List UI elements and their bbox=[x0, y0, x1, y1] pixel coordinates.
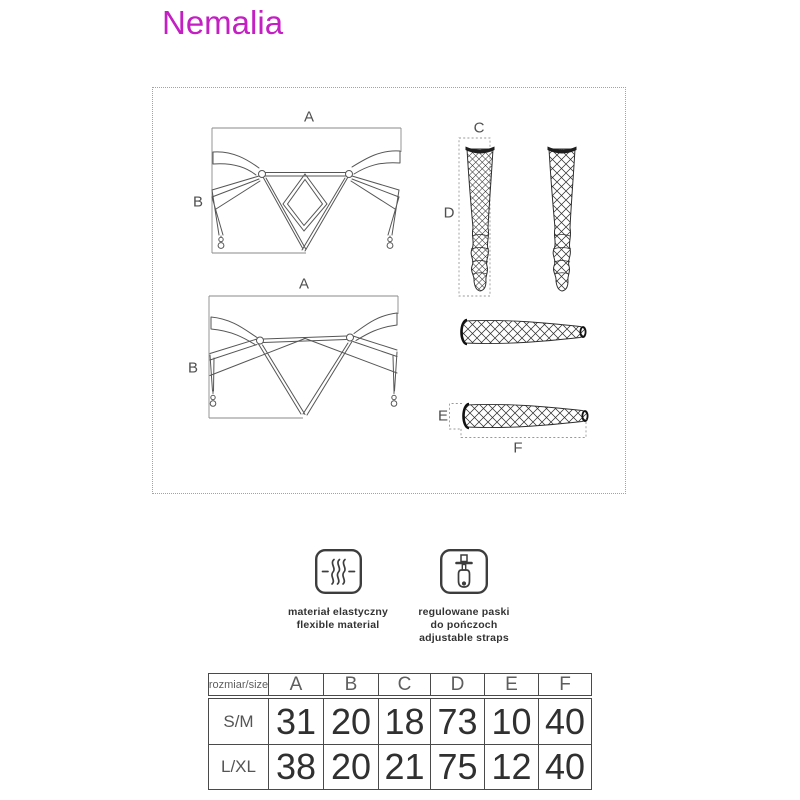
table-cell: 10 bbox=[484, 699, 538, 744]
table-cell: 40 bbox=[538, 744, 591, 789]
dim-label-front-width: A bbox=[298, 275, 310, 293]
row-label-sm: S/M bbox=[223, 711, 254, 731]
table-cell: 20 bbox=[323, 699, 378, 744]
adjustable-straps-icon bbox=[440, 549, 488, 594]
product-title: Nemalia bbox=[162, 4, 284, 41]
adjustable-straps-caption bbox=[418, 606, 509, 645]
size-table-body bbox=[208, 698, 592, 790]
dim-label-stocking-length: D bbox=[443, 204, 455, 222]
header-cell-d: D bbox=[430, 674, 484, 696]
table-cell: 31 bbox=[268, 699, 323, 744]
table-cell: 21 bbox=[378, 744, 430, 789]
table-cell: 12 bbox=[484, 744, 538, 789]
header-cell-f: F bbox=[538, 674, 591, 696]
header-cell-c: C bbox=[378, 674, 430, 696]
dim-label-back-width: A bbox=[303, 108, 315, 126]
table-cell: 38 bbox=[268, 744, 323, 789]
table-cell: 40 bbox=[538, 699, 591, 744]
header-cell-b: B bbox=[323, 674, 378, 696]
dim-label-stocking-top: C bbox=[473, 119, 485, 137]
dim-label-back-height: B bbox=[192, 193, 204, 211]
size-table-header bbox=[208, 673, 592, 696]
row-label-lxl: L/XL bbox=[209, 744, 268, 789]
caption-line: do pończoch bbox=[430, 619, 498, 631]
dim-label-cuff-height: E bbox=[437, 407, 449, 425]
table-cell: 75 bbox=[430, 744, 484, 789]
elastic-material-caption bbox=[288, 606, 388, 632]
dim-label-front-height: B bbox=[187, 359, 199, 377]
caption-line: materiał elastyczny bbox=[287, 606, 389, 618]
table-cell: 18 bbox=[378, 699, 430, 744]
table-cell: 73 bbox=[430, 699, 484, 744]
header-cell-size: rozmiar/size bbox=[208, 679, 269, 691]
technical-diagram bbox=[153, 88, 625, 493]
table-cell: 20 bbox=[323, 744, 378, 789]
caption-line: flexible material bbox=[296, 619, 380, 631]
header-cell-e: E bbox=[484, 674, 538, 696]
header-cell-a: A bbox=[268, 674, 323, 696]
elastic-material-icon bbox=[315, 549, 362, 594]
dim-label-cuff-length: F bbox=[513, 439, 523, 457]
caption-line: adjustable straps bbox=[419, 632, 509, 644]
diagram-panel bbox=[152, 87, 626, 494]
caption-line: regulowane paski bbox=[418, 606, 510, 618]
